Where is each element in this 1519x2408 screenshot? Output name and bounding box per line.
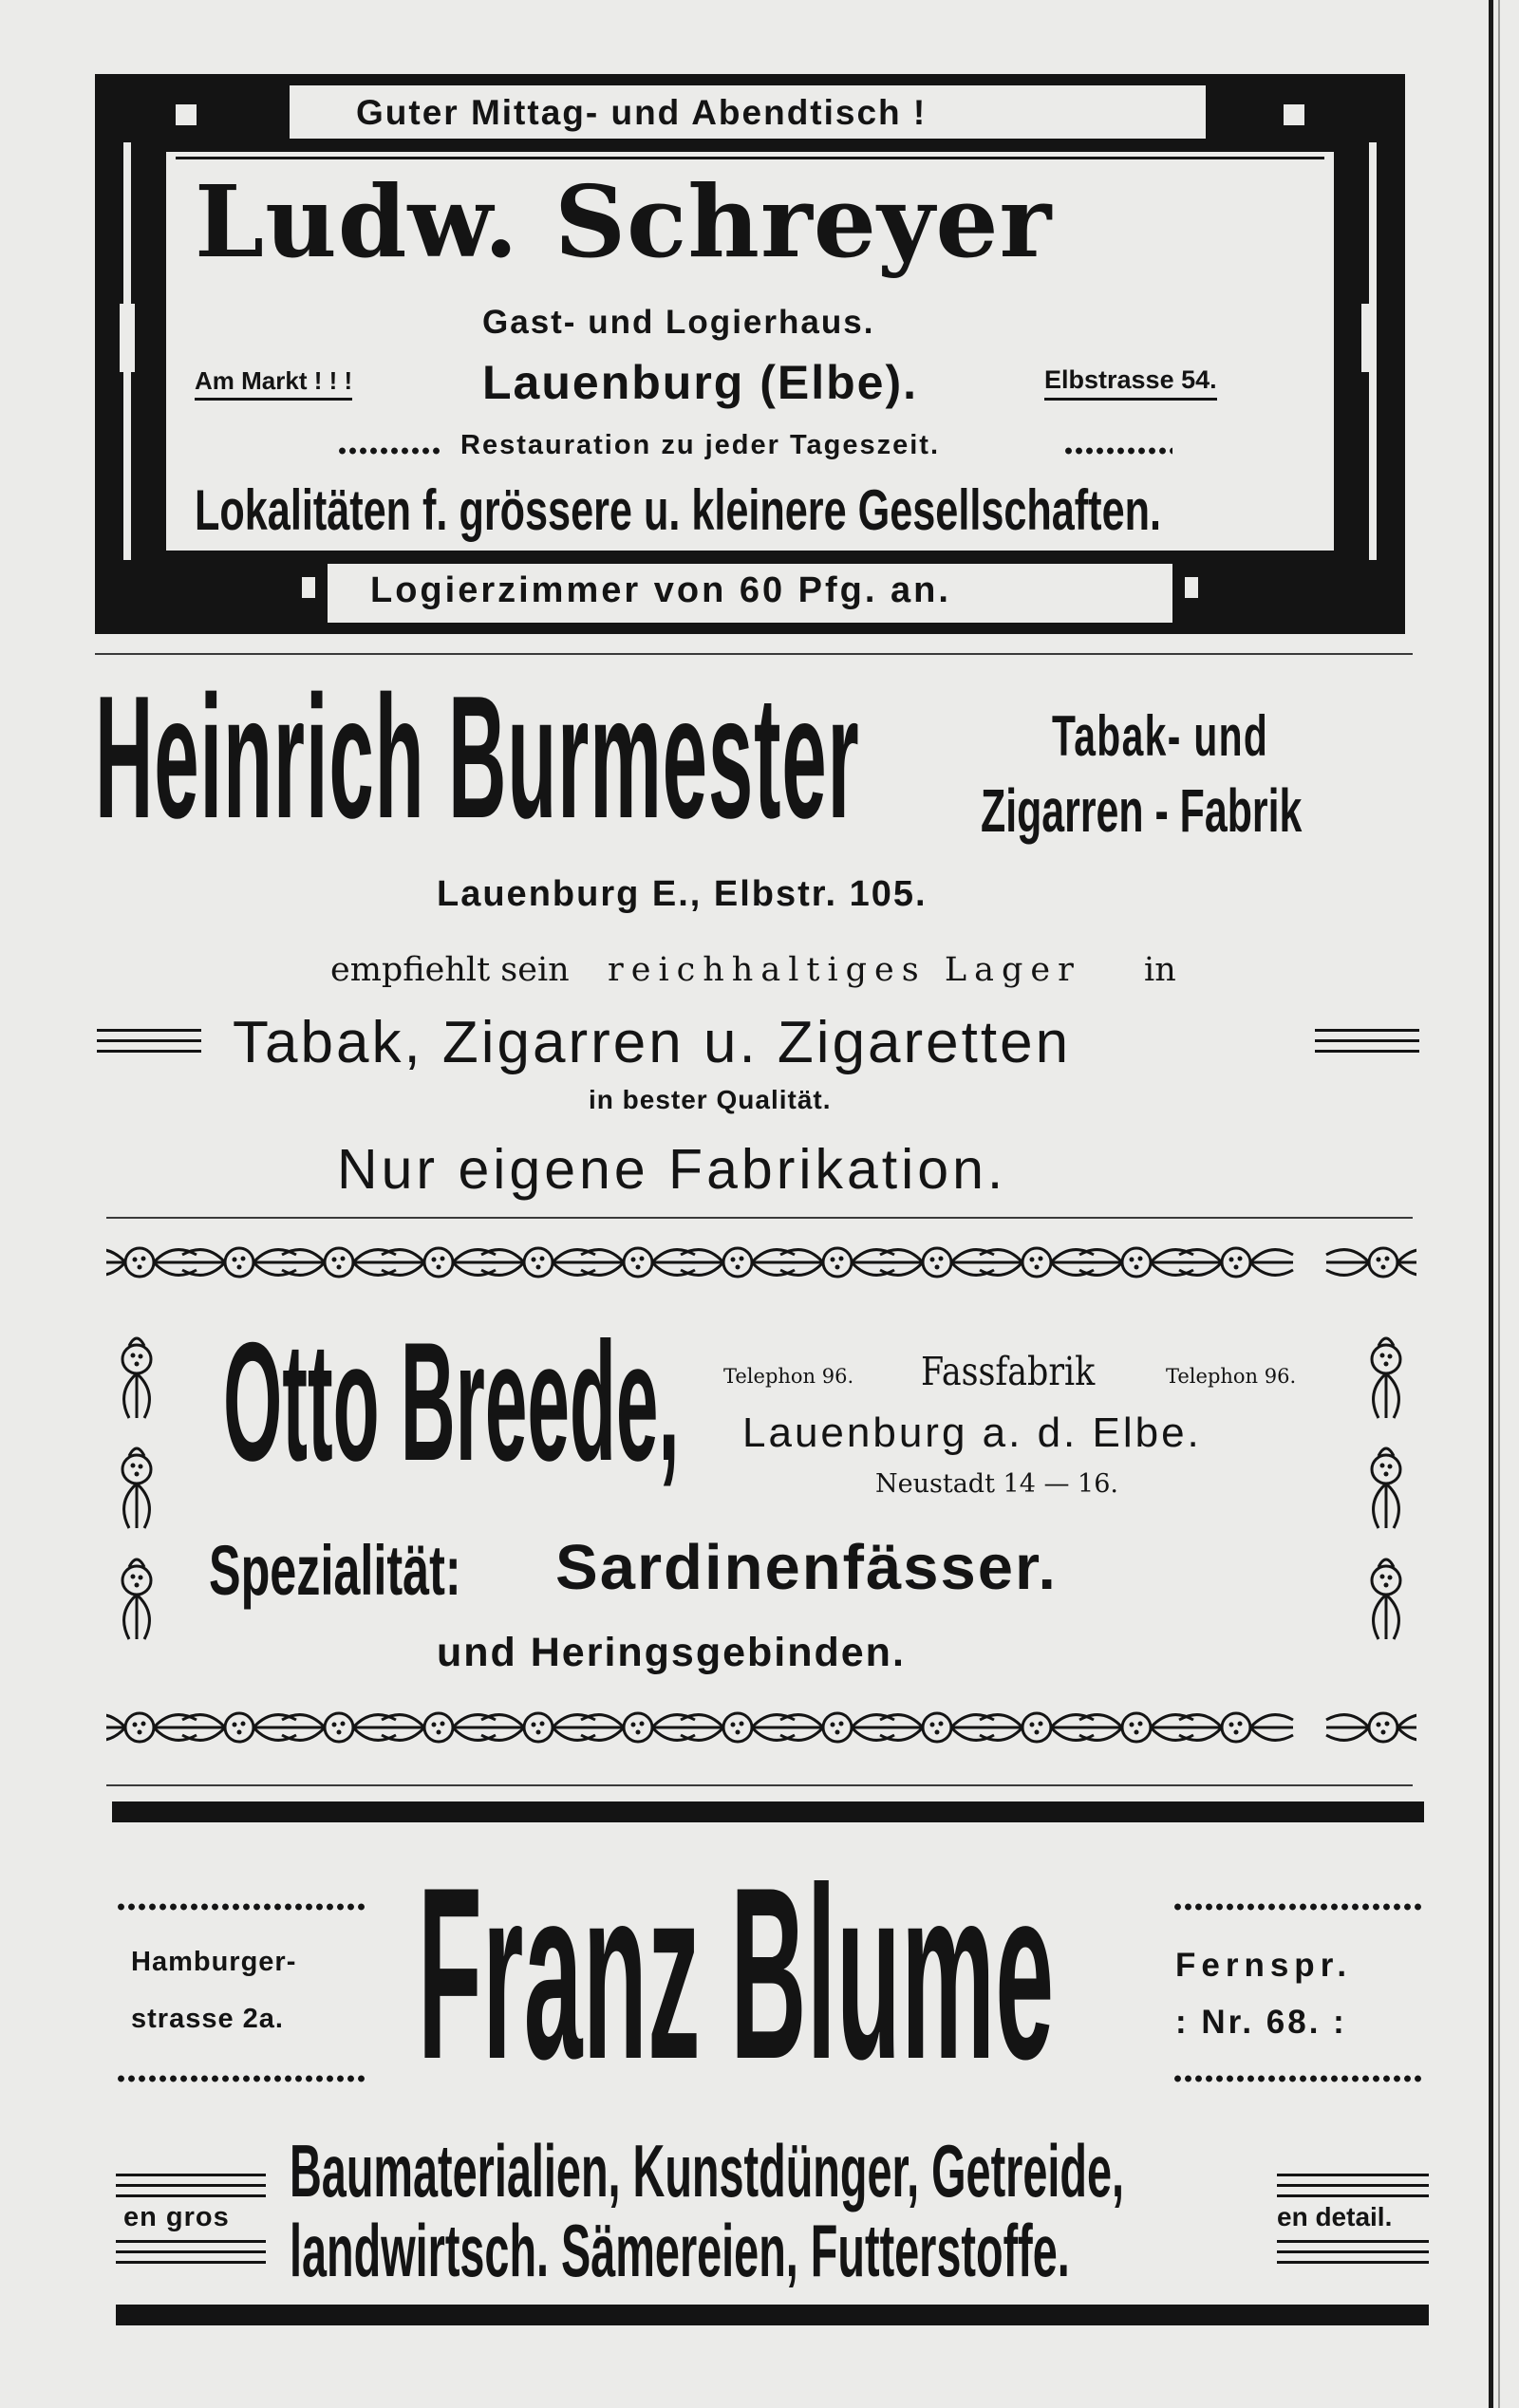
schreyer-left-note: Am Markt ! ! ! [195,368,352,401]
dotted-ornament-right [1063,446,1172,456]
blume-goods-line1: Baumaterialien, Kunstdünger, Getreide, [290,2129,1125,2212]
burmester-products: Tabak, Zigarren u. Zigaretten [233,1010,1072,1075]
line-ornament-right [1315,1029,1419,1055]
schreyer-restaurant: Restauration zu jeder Tageszeit. [460,430,941,460]
frame-tick-left [302,577,315,598]
burmester-business-line2: Zigarren - Fabrik [981,776,1303,845]
blume-phone-line1: Fernspr. [1175,1947,1353,1984]
line-ornament-detail-top [1277,2174,1429,2200]
blume-address-line1: Hamburger- [131,1947,297,1977]
breede-specialty-label: Spezialität: [209,1531,461,1610]
page-edge-shadow [1498,0,1500,2408]
burmester-address: Lauenburg E., Elbstr. 105. [437,874,928,914]
frame-notch-left [120,304,135,372]
breede-name: Otto Breede, [223,1307,680,1496]
separator-3 [106,1784,1413,1786]
blume-name: Franz Blume [418,1836,1055,2110]
line-ornament-left [97,1029,201,1055]
line-ornament-gros-top [116,2174,266,2200]
dotted-rule-right-top [1172,1902,1424,1912]
breede-specialty-extra: und Heringsgebinden. [437,1630,906,1675]
breede-business: Fassfabrik [921,1349,1096,1394]
dotted-rule-left-bottom [116,2074,365,2083]
line-ornament-detail-bottom [1277,2240,1429,2267]
top-banner-text: Guter Mittag- und Abendtisch ! [356,93,928,132]
breede-phone-left: Telephon 96. [723,1365,854,1388]
breede-phone-right: Telephon 96. [1166,1365,1297,1388]
blume-phone-line2: : Nr. 68. : [1175,2004,1347,2041]
heavy-rule-top [112,1801,1424,1822]
burmester-recommends-prefix: empfiehlt sein [330,951,570,989]
breede-specialty: Sardinenfässer. [555,1532,1059,1603]
blume-wholesale: en gros [123,2202,230,2232]
burmester-name: Heinrich Burmester [95,659,860,854]
schreyer-name: Ludw. Schreyer [195,163,1053,280]
ad-schreyer-inner-rule [176,157,1324,159]
burmester-recommends-spaced: reichhaltiges Lager [608,951,1081,989]
dotted-rule-left-top [116,1902,365,1912]
burmester-quality: in bester Qualität. [589,1085,832,1114]
schreyer-subtitle: Gast- und Logierhaus. [482,304,875,341]
blume-address-line2: strasse 2a. [131,2004,284,2034]
frame-notch-right [1361,304,1377,372]
page-edge-rule [1489,0,1493,2408]
schreyer-right-note: Elbstrasse 54. [1044,367,1217,401]
heavy-rule-bottom [116,2305,1429,2325]
dotted-rule-right-bottom [1172,2074,1424,2083]
frame-tick-right [1185,577,1198,598]
burmester-own-production: Nur eigene Fabrikation. [337,1138,1007,1201]
frame-square-left [176,104,197,125]
breede-city: Lauenburg a. d. Elbe. [742,1409,1202,1456]
schreyer-locations: Lokalitäten f. grössere u. kleinere Gesellschaften. [195,478,1161,542]
blume-goods-line2: landwirtsch. Sämereien, Futterstoffe. [290,2209,1070,2292]
separator-1 [95,653,1413,655]
burmester-business-line1: Tabak- und [1052,704,1269,768]
dotted-ornament-left [337,446,441,456]
frame-square-right [1284,104,1304,125]
breede-street: Neustadt 14 — 16. [875,1469,1118,1499]
bottom-banner-text: Logierzimmer von 60 Pfg. an. [370,570,951,610]
schreyer-city: Lauenburg (Elbe). [482,356,918,409]
line-ornament-gros-bottom [116,2240,266,2267]
separator-2 [106,1217,1413,1219]
burmester-recommends-suffix: in [1144,951,1176,989]
blume-retail: en detail. [1277,2202,1393,2231]
